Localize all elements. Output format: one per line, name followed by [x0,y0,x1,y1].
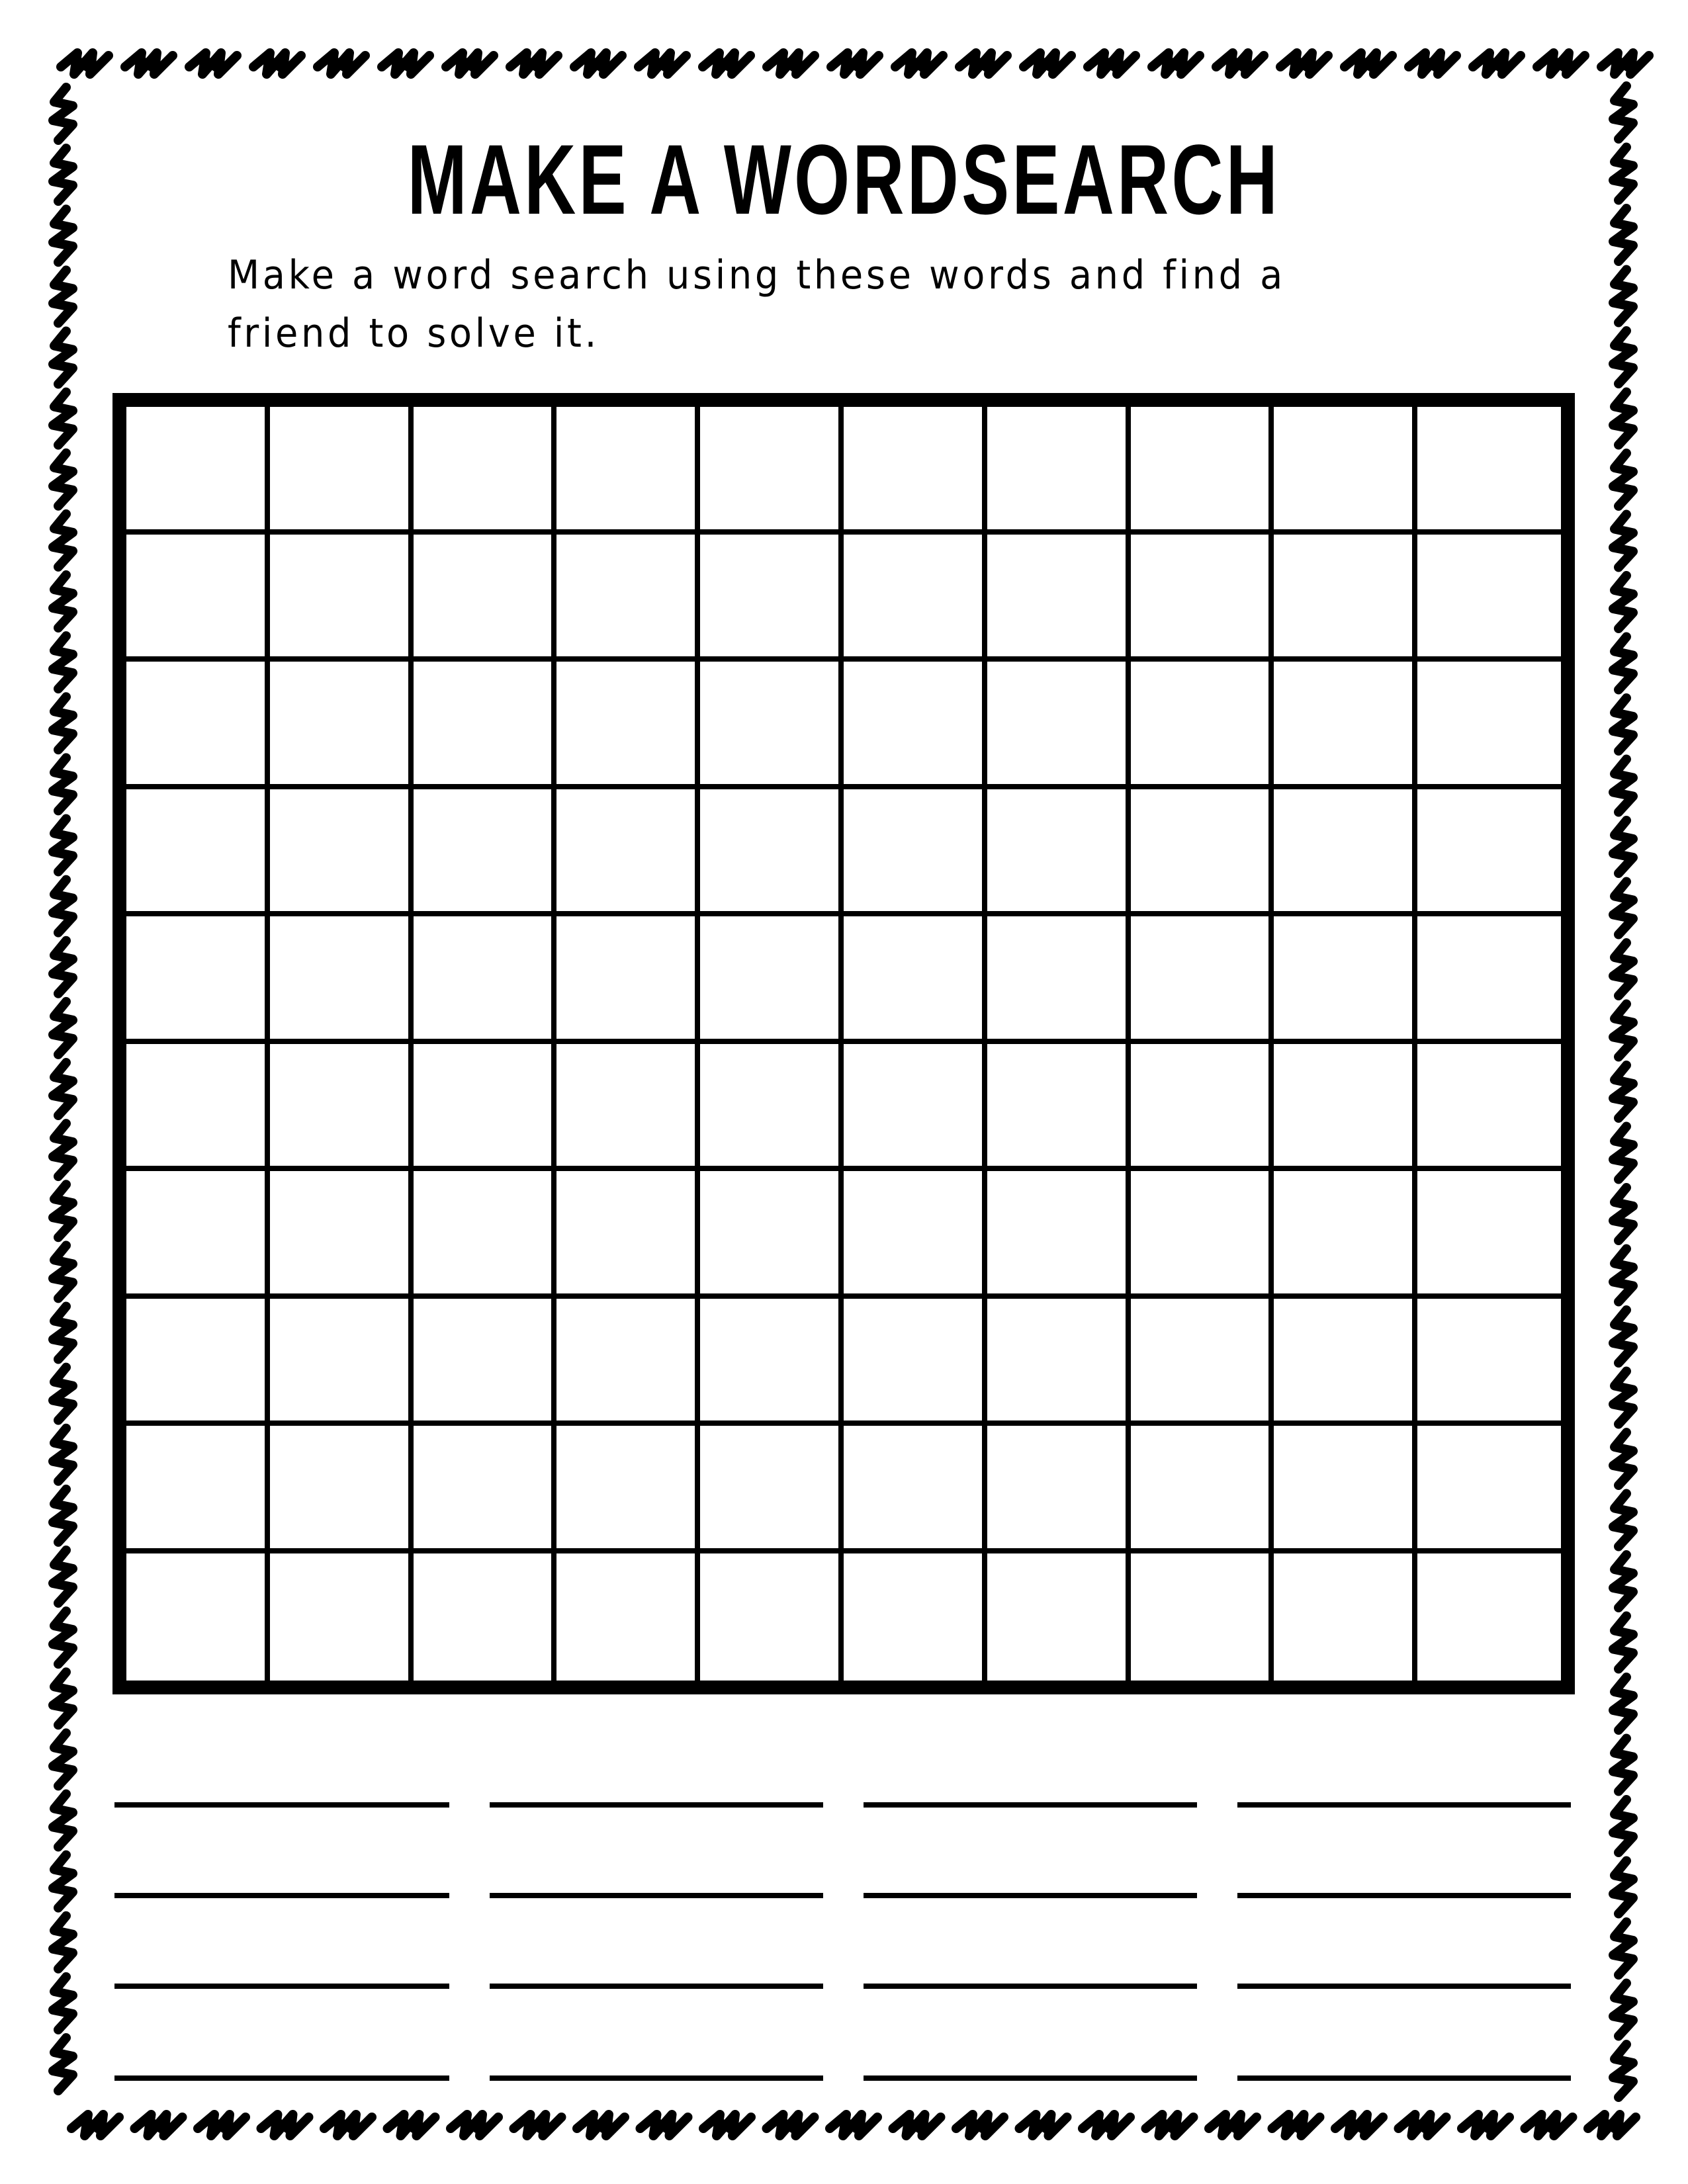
grid-cell[interactable] [1131,916,1274,1044]
grid-cell[interactable] [556,1426,700,1553]
squiggle-icon [1613,2044,1633,2097]
squiggle-icon [1613,1494,1633,1547]
grid-cell[interactable] [1131,1299,1274,1426]
squiggle-icon [1146,2115,1194,2136]
word-entry-line[interactable] [114,1802,449,1808]
grid-cell[interactable] [126,1044,270,1172]
grid-cell[interactable] [1417,407,1561,535]
squiggle-icon [1613,760,1633,812]
squiggle-icon [1280,53,1328,74]
instructions-text: Make a word search using these words and find a friend to solve it. [228,252,1286,357]
squiggle-icon [514,2115,562,2136]
squiggle-icon [53,453,73,506]
squiggle-icon [1409,53,1456,74]
squiggle-icon [641,2115,688,2136]
grid-cell[interactable] [1274,1171,1417,1299]
grid-cell[interactable] [126,662,270,789]
squiggle-icon [1613,1616,1633,1669]
squiggle-icon [959,53,1007,74]
squiggle-icon [1613,1555,1633,1608]
squiggle-icon [446,53,494,74]
squiggle-icon [1613,1372,1633,1424]
squiggle-icon [71,2115,119,2136]
squiggle-icon [189,53,237,74]
squiggle-icon [1613,1188,1633,1241]
grid-cell[interactable] [270,535,414,662]
squiggle-icon [53,636,73,689]
squiggle-icon [1345,53,1392,74]
grid-cell[interactable] [1131,789,1274,917]
squiggle-icon [53,1489,73,1542]
page-title: MAKE A WORDSEARCH [407,124,1281,235]
squiggle-icon [895,53,943,74]
grid-cell[interactable] [1274,1426,1417,1553]
grid-cell[interactable] [126,407,270,535]
squiggle-icon [53,148,73,201]
grid-cell[interactable] [844,789,987,917]
squiggle-icon [53,880,73,933]
grid-cell[interactable] [1131,1171,1274,1299]
word-entry-line[interactable] [490,1893,823,1898]
word-entry-line[interactable] [114,1893,449,1898]
squiggle-icon [53,87,73,140]
grid-cell[interactable] [1274,407,1417,535]
grid-cell[interactable] [414,535,557,662]
grid-cell[interactable] [270,1299,414,1426]
grid-cell[interactable] [844,535,987,662]
grid-cell[interactable] [987,535,1131,662]
squiggle-icon [1613,1984,1633,2036]
squiggle-icon [53,1916,73,1969]
grid-cell[interactable] [700,1044,844,1172]
grid-cell[interactable] [556,1044,700,1172]
grid-cell[interactable] [987,1426,1131,1553]
grid-cell[interactable] [844,1171,987,1299]
grid-cell[interactable] [556,662,700,789]
squiggle-icon [1399,2115,1446,2136]
squiggle-icon [1613,1432,1633,1485]
squiggle-icon [53,392,73,445]
squiggle-icon [53,819,73,872]
grid-cell[interactable] [1274,1044,1417,1172]
squiggle-icon [1613,208,1633,261]
squiggle-icon [1613,1861,1633,1914]
grid-cell[interactable] [270,662,414,789]
squiggle-icon [53,1307,73,1360]
word-entry-line[interactable] [864,2075,1197,2081]
squiggle-icon [831,53,879,74]
grid-cell[interactable] [556,1553,700,1681]
squiggle-icon [767,2115,815,2136]
squiggle-icon [1613,453,1633,506]
squiggle-icon [1152,53,1200,74]
grid-cell[interactable] [556,535,700,662]
squiggle-icon [318,53,365,74]
grid-cell[interactable] [414,1044,557,1172]
squiggle-icon [61,53,109,74]
squiggle-icon [703,2115,751,2136]
squiggle-icon [767,53,815,74]
squiggle-icon [1613,1739,1633,1792]
squiggle-icon [1024,53,1071,74]
squiggle-icon [135,2115,183,2136]
squiggle-icon [53,697,73,750]
grid-cell[interactable] [126,1553,270,1681]
grid-cell[interactable] [700,789,844,917]
squiggle-icon [1613,148,1633,200]
grid-cell[interactable] [270,1171,414,1299]
word-entry-line[interactable] [864,1802,1197,1808]
squiggle-icon [125,53,173,74]
grid-cell[interactable] [126,916,270,1044]
grid-cell[interactable] [700,407,844,535]
grid-cell[interactable] [987,1553,1131,1681]
squiggle-icon [324,2115,372,2136]
grid-cell[interactable] [270,1044,414,1172]
squiggle-icon [53,575,73,628]
squiggle-icon [830,2115,877,2136]
squiggle-icon [1020,2115,1067,2136]
grid-cell[interactable] [1417,1553,1561,1681]
grid-cell[interactable] [270,407,414,535]
grid-cell[interactable] [987,1171,1131,1299]
squiggle-icon [1613,637,1633,690]
squiggle-icon [53,331,73,384]
squiggle-icon [53,1123,73,1176]
squiggle-icon [382,53,429,74]
grid-cell[interactable] [987,662,1131,789]
grid-cell[interactable] [1274,916,1417,1044]
squiggle-icon [1613,1310,1633,1363]
grid-cell[interactable] [414,407,557,535]
grid-cell[interactable] [1417,916,1561,1044]
word-entry-line[interactable] [490,1802,823,1808]
grid-cell[interactable] [270,1553,414,1681]
grid-cell[interactable] [414,1553,557,1681]
grid-cell[interactable] [700,535,844,662]
grid-cell[interactable] [1274,1553,1417,1681]
grid-cell[interactable] [844,1553,987,1681]
grid-cell[interactable] [1131,407,1274,535]
grid-cell[interactable] [1131,1426,1274,1553]
grid-cell[interactable] [126,1171,270,1299]
grid-cell[interactable] [1274,535,1417,662]
squiggle-icon [53,1672,73,1725]
grid-cell[interactable] [556,1171,700,1299]
grid-cell[interactable] [700,1553,844,1681]
grid-cell[interactable] [414,789,557,917]
grid-cell[interactable] [126,535,270,662]
squiggle-icon [53,209,73,262]
grid-cell[interactable] [1417,1299,1561,1426]
grid-cell[interactable] [270,916,414,1044]
grid-cell[interactable] [700,1171,844,1299]
squiggle-icon [703,53,750,74]
squiggle-icon [53,941,73,994]
grid-cell[interactable] [1131,662,1274,789]
squiggle-icon [1613,698,1633,751]
grid-cell[interactable] [414,916,557,1044]
squiggle-icon [53,1245,73,1298]
grid-cell[interactable] [700,1299,844,1426]
grid-cell[interactable] [700,916,844,1044]
word-entry-line[interactable] [1237,2075,1571,2081]
squiggle-icon [53,1368,73,1420]
grid-cell[interactable] [1131,1044,1274,1172]
word-entry-line[interactable] [1237,1984,1571,1989]
squiggle-icon [388,2115,435,2136]
squiggle-icon [261,2115,309,2136]
grid-cell[interactable] [126,789,270,917]
grid-cell[interactable] [1417,535,1561,662]
squiggle-icon [1613,270,1633,323]
squiggle-icon [1601,53,1649,74]
squiggle-icon [53,1733,73,1786]
squiggle-icon [639,53,686,74]
grid-cell[interactable] [126,1299,270,1426]
word-entry-line[interactable] [114,1984,449,1989]
squiggle-icon [1216,53,1264,74]
grid-cell[interactable] [1417,789,1561,917]
squiggle-icon [53,1428,73,1481]
word-entry-line[interactable] [114,2075,449,2081]
squiggle-icon [1613,1127,1633,1180]
word-entry-line[interactable] [864,1893,1197,1898]
grid-cell[interactable] [987,916,1131,1044]
grid-cell[interactable] [844,1426,987,1553]
squiggle-icon [1473,53,1521,74]
word-entry-line[interactable] [864,1984,1197,1989]
grid-cell[interactable] [1274,662,1417,789]
squiggle-icon [53,1063,73,1115]
squiggle-icon [956,2115,1004,2136]
squiggle-icon [1525,2115,1573,2136]
grid-cell[interactable] [126,1426,270,1553]
word-entry-line[interactable] [490,1984,823,1989]
squiggle-icon [1613,392,1633,445]
squiggle-icon [1613,882,1633,935]
word-entry-line[interactable] [490,2075,823,2081]
squiggle-icon [1613,86,1633,139]
grid-cell[interactable] [556,1299,700,1426]
grid-cell[interactable] [270,789,414,917]
squiggle-icon [53,514,73,567]
grid-cell[interactable] [844,662,987,789]
squiggle-icon [1613,1677,1633,1730]
squiggle-icon [1537,53,1585,74]
grid-cell[interactable] [270,1426,414,1553]
squiggle-icon [510,53,558,74]
grid-cell[interactable] [556,916,700,1044]
grid-cell[interactable] [1417,662,1561,789]
grid-cell[interactable] [1417,1171,1561,1299]
grid-cell[interactable] [414,1299,557,1426]
squiggle-icon [577,2115,625,2136]
squiggle-icon [1613,1800,1633,1853]
squiggle-icon [1335,2115,1383,2136]
squiggle-icon [893,2115,941,2136]
squiggle-icon [1613,331,1633,384]
squiggle-icon [198,2115,245,2136]
squiggle-icon [253,53,301,74]
grid-cell[interactable] [700,662,844,789]
squiggle-icon [53,1794,73,1847]
squiggle-icon [1613,576,1633,629]
squiggle-icon [53,1855,73,1908]
squiggle-icon [1083,2115,1130,2136]
grid-cell[interactable] [1274,1299,1417,1426]
squiggle-icon [1209,2115,1257,2136]
squiggle-icon [53,1550,73,1603]
squiggle-icon [53,1977,73,2030]
grid-cell[interactable] [414,662,557,789]
grid-cell[interactable] [987,407,1131,535]
squiggle-icon [1088,53,1135,74]
grid-cell[interactable] [414,1426,557,1553]
squiggle-icon [1613,820,1633,873]
grid-cell[interactable] [844,1044,987,1172]
squiggle-icon [53,758,73,810]
grid-cell[interactable] [844,916,987,1044]
wordsearch-grid[interactable] [112,393,1575,1694]
squiggle-icon [53,1002,73,1055]
squiggle-icon [1613,1922,1633,1975]
grid-cell[interactable] [556,789,700,917]
grid-cell[interactable] [1417,1426,1561,1553]
grid-cell[interactable] [1417,1044,1561,1172]
grid-cell[interactable] [556,407,700,535]
squiggle-icon [1613,515,1633,568]
grid-cell[interactable] [1274,789,1417,917]
squiggle-icon [1613,1249,1633,1302]
squiggle-icon [1462,2115,1509,2136]
grid-cell[interactable] [844,1299,987,1426]
squiggle-icon [1588,2115,1636,2136]
squiggle-icon [574,53,622,74]
squiggle-icon [53,270,73,323]
word-entry-line[interactable] [1237,1893,1571,1898]
word-entry-line[interactable] [1237,1802,1571,1808]
squiggle-icon [53,2038,73,2091]
squiggle-icon [53,1184,73,1237]
squiggle-icon [1613,1004,1633,1057]
grid-cell[interactable] [987,789,1131,917]
grid-cell[interactable] [700,1426,844,1553]
grid-cell[interactable] [414,1171,557,1299]
squiggle-icon [53,1611,73,1664]
squiggle-icon [1613,1065,1633,1118]
grid-cell[interactable] [987,1299,1131,1426]
grid-cell[interactable] [1131,1553,1274,1681]
grid-cell[interactable] [987,1044,1131,1172]
squiggle-icon [1613,943,1633,996]
grid-cell[interactable] [1131,535,1274,662]
squiggle-icon [451,2115,498,2136]
squiggle-icon [1272,2115,1320,2136]
grid-cell[interactable] [844,407,987,535]
